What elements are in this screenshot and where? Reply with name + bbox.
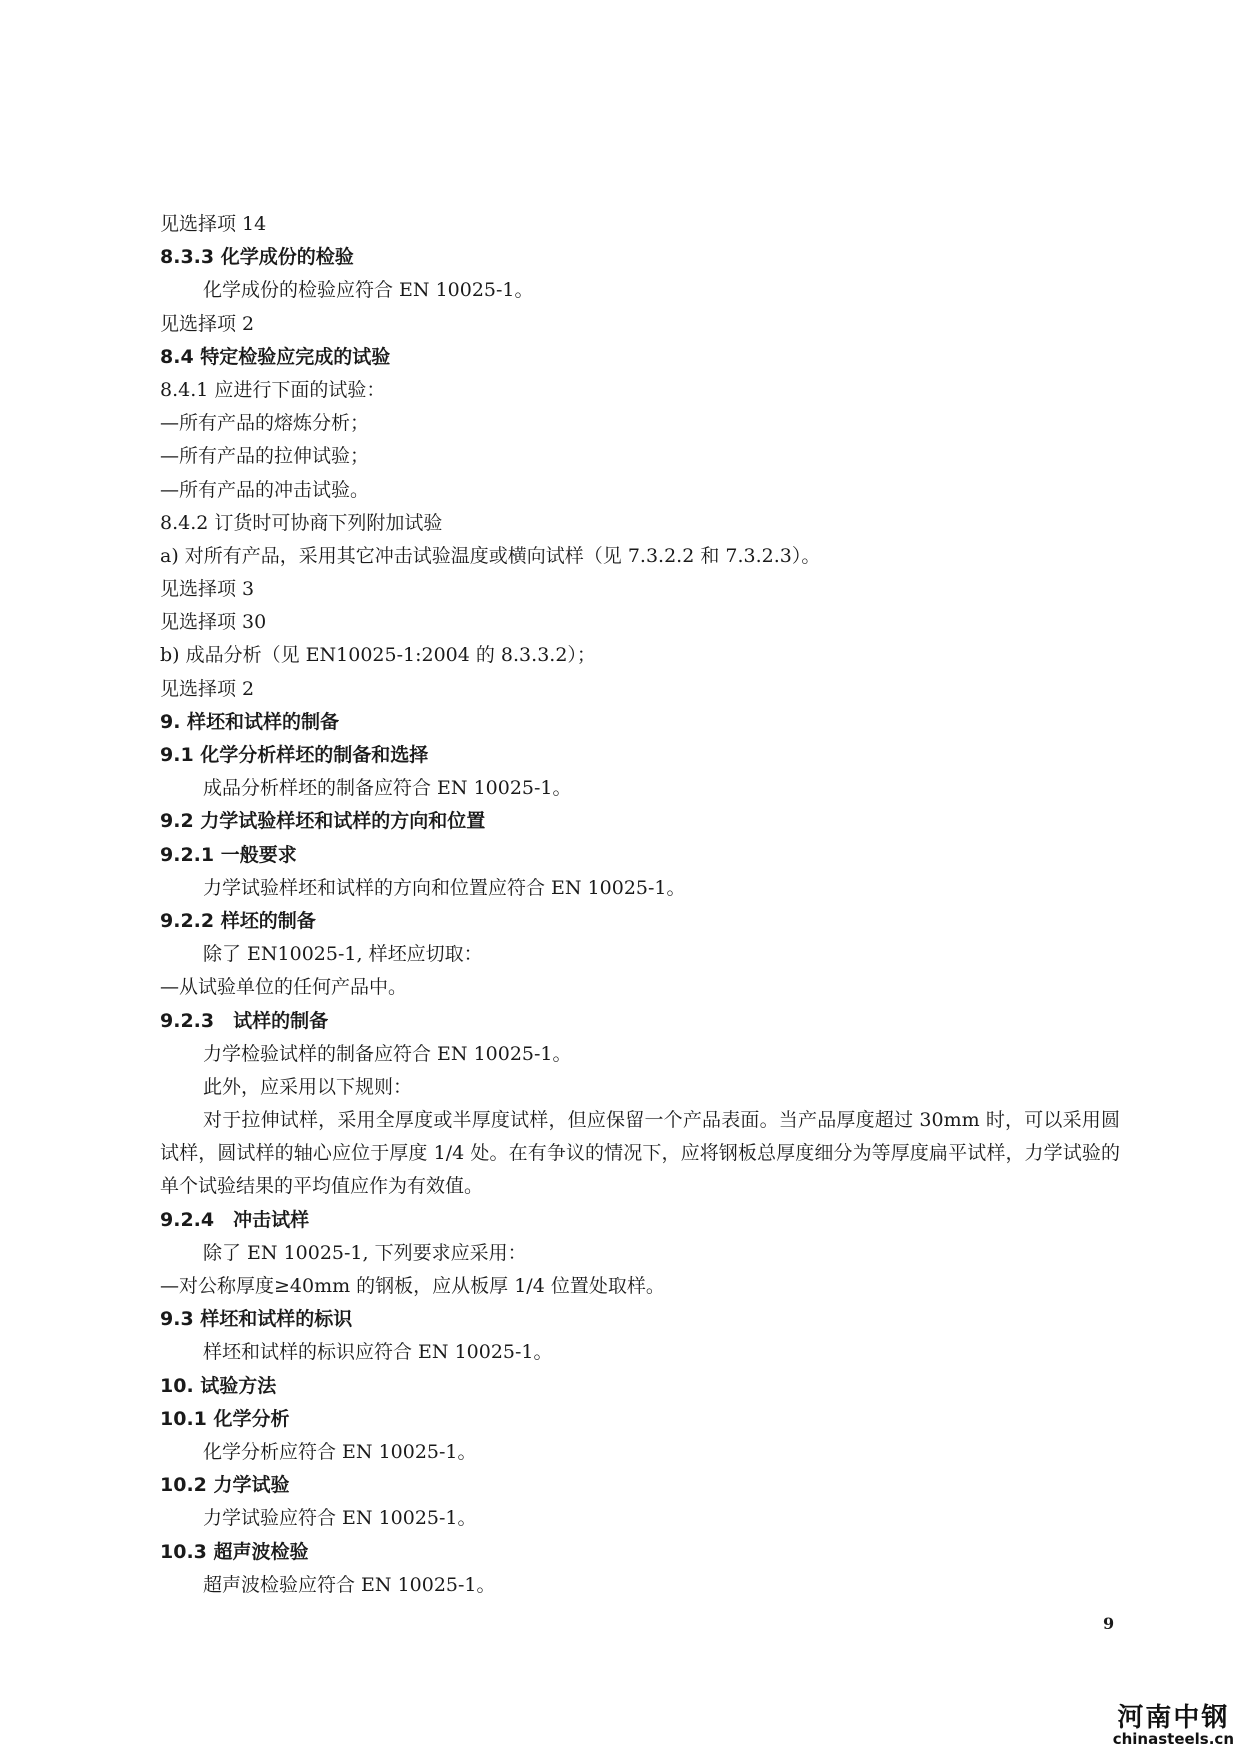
body-text: —所有产品的拉伸试验； (160, 445, 370, 468)
section-heading: 9.1 化学分析样坯的制备和选择 (160, 744, 429, 766)
body-text: —所有产品的冲击试验。 (160, 478, 370, 501)
section-heading: 8.4 特定检验应完成的试验 (160, 345, 391, 368)
body-paragraph: 对于拉伸试样，采用全厚度或半厚度试样，但应保留一个产品表面。当产品厚度超过 30mm 时，可以采用圆试样，圆试样的轴心应位于厚度 1/4 处。在有争议的情况下，应将钢板总厚度细分为等厚度扁平试样，力学试验的单个试验结果的平均值应作为有效值。 (160, 1109, 1120, 1198)
watermark-domain-text: chinasteels.cn (1112, 1730, 1234, 1749)
body-text: 见选择项 2 (160, 312, 255, 335)
page-number: 9 (1103, 1614, 1115, 1633)
document-body (160, 208, 1120, 1602)
body-text-indented: 超声波检验应符合 EN 10025-1。 (203, 1573, 496, 1596)
watermark-logo (1112, 1702, 1234, 1749)
body-text-indented: 化学成份的检验应符合 EN 10025-1。 (203, 279, 534, 302)
body-text-indented: 力学检验试样的制备应符合 EN 10025-1。 (203, 1042, 572, 1065)
watermark-chinese-text: 河南中钢 (1117, 1702, 1230, 1733)
section-heading: 9.2.2 样坯的制备 (160, 909, 316, 932)
section-heading: 10.1 化学分析 (160, 1407, 290, 1430)
body-text-indented: 除了 EN 10025-1, 下列要求应采用： (203, 1241, 527, 1264)
body-text: —从试验单位的任何产品中。 (160, 976, 408, 999)
body-text-indented: 除了 EN10025-1, 样坯应切取： (203, 943, 483, 966)
body-text: b) 成品分析（见 EN10025-1:2004 的 8.3.3.2）； (160, 644, 596, 667)
body-text: 见选择项 30 (160, 611, 267, 634)
body-text-indented: 力学试验样坯和试样的方向和位置应符合 EN 10025-1。 (203, 876, 686, 899)
body-text-indented: 力学试验应符合 EN 10025-1。 (203, 1507, 477, 1530)
section-heading: 9.2.1 一般要求 (160, 843, 297, 866)
body-text: 8.4.2 订货时可协商下列附加试验 (160, 511, 443, 534)
body-text: 见选择项 2 (160, 677, 255, 700)
section-heading: 9.2.4 冲击试样 (160, 1208, 310, 1231)
body-text: 见选择项 14 (160, 213, 267, 235)
section-heading: 9.2 力学试验样坯和试样的方向和位置 (160, 810, 486, 833)
section-heading: 8.3.3 化学成份的检验 (160, 246, 354, 269)
section-heading: 9.2.3 试样的制备 (160, 1009, 329, 1032)
section-heading: 9. 样坯和试样的制备 (160, 710, 340, 733)
section-heading: 9.3 样坯和试样的标识 (160, 1308, 353, 1331)
section-heading: 10. 试验方法 (160, 1374, 277, 1397)
section-heading: 10.3 超声波检验 (160, 1540, 309, 1563)
body-text-indented: 样坯和试样的标识应符合 EN 10025-1。 (203, 1341, 553, 1364)
body-text-indented: 化学分析应符合 EN 10025-1。 (203, 1440, 477, 1463)
body-text: 见选择项 3 (160, 578, 255, 601)
body-text: —所有产品的熔炼分析； (160, 412, 370, 435)
section-heading: 10.2 力学试验 (160, 1474, 290, 1497)
body-text-indented: 此外，应采用以下规则： (203, 1075, 413, 1098)
body-text-indented: 成品分析样坯的制备应符合 EN 10025-1。 (203, 777, 572, 800)
body-text: a) 对所有产品，采用其它冲击试验温度或横向试样（见 7.3.2.2 和 7.3.2.3）。 (160, 544, 821, 567)
body-text: 8.4.1 应进行下面的试验： (160, 378, 386, 401)
body-text: —对公称厚度≥40mm 的钢板，应从板厚 1/4 位置处取样。 (160, 1275, 665, 1298)
